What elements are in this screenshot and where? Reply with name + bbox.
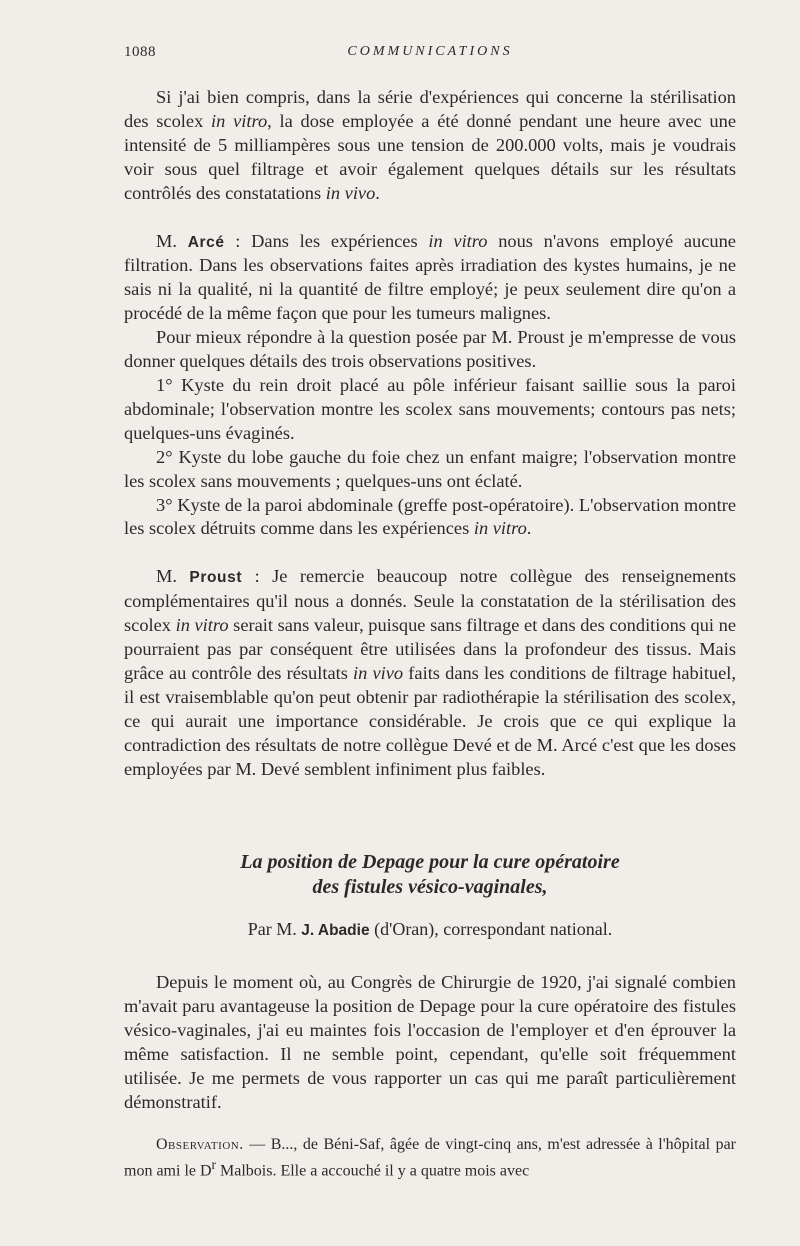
observation-text — [124, 1135, 736, 1181]
paragraph: Pour mieux répondre à la question posée par M. Proust je m'empresse de vous donner quelques détails des trois observations positives. — [124, 327, 736, 372]
paragraph: 2° Kyste du lobe gauche du foie chez un enfant maigre; l'observation montre les scolex sans mouvements ; quelques-uns ont éclaté. — [124, 446, 736, 491]
observation-label: Observation. — [156, 1136, 244, 1153]
section-title: La position de Depage pour la cure opératoire des fistules vésico-vaginales, — [240, 851, 620, 898]
page-number: 1088 — [124, 44, 156, 60]
paragraph: Depuis le moment où, au Congrès de Chirurgie de 1920, j'ai signalé combien m'avait paru avantageuse la position de Depage pour la cure opératoire des fistules vésico-vaginales, j'ai eu maintes fois l'occasion de l'employer et d'en éprouver la même satisfaction. Il ne semble point, cependant, qu'elle soit fréquemment utilisée. Je me permets de vous rapporter un cas qui me paraît particulièrement démonstratif. — [124, 972, 736, 1112]
speaker-name: Arcé — [187, 233, 225, 251]
speaker-name: Proust — [189, 569, 243, 587]
intro-text — [124, 970, 736, 1114]
page-header — [124, 44, 736, 68]
paragraph: 1° Kyste du rein droit placé au pôle inférieur faisant saillie sous la paroi abdominale; l'observation montre les scolex sans mouvements; contours pas nets; quelques-uns évaginés. — [124, 374, 736, 443]
author-name: J. Abadie — [301, 922, 370, 939]
paragraph-arce: M. Arcé : Dans les expériences in vitro nous n'avons employé aucune filtration. Dans les observations faites après irradiation des kystes humains, je ne sais ni la qualité, ni la quantité de filtre employé; je peux seulement dire qu'on a procédé de la même façon que pour les tumeurs malignes. — [124, 230, 736, 324]
paragraph: 3° Kyste de la paroi abdominale (greffe post-opératoire). L'observation montre les scolex détruits comme dans les expériences in vitro. — [124, 494, 736, 539]
paragraph: Observation. — B..., de Béni-Saf, âgée de vingt-cinq ans, m'est adressée à l'hôpital par mon ami le $D^r$ Malbois. Elle a accouché il y a quatre mois avec — [124, 1136, 736, 1180]
running-title: COMMUNICATIONS — [347, 44, 513, 59]
byline: Par M. J. Abadie (d'Oran), correspondant national. — [247, 919, 613, 939]
discussion-text — [124, 86, 736, 781]
paragraph: Si j'ai bien compris, dans la série d'expériences qui concerne la stérilisation des scolex in vitro, la dose employée a été donné pendant une heure avec une intensité de 5 milliampères sous une tension de 200.000 volts, mais je voudrais voir sous quel filtrage et avoir également quelques détails sur les résultats contrôlés des constatations in vivo. — [124, 87, 736, 203]
paragraph-proust: M. Proust : Je remercie beaucoup notre collègue des renseignements complémentaires qu'il nous a donnés. Seule la constatation de la stérilisation des scolex in vitro serait sans valeur, puisque sans filtrage et dans des conditions qui ne pourraient pas par conséquent être utilisées dans la profondeur des tissus. Mais grâce au contrôle des résultats in vivo faits dans les conditions de filtrage habituel, il est vraisemblable qu'on peut obtenir par radiothérapie la stérilisation des scolex, ce qui aurait une importance considérable. Je crois que ce qui explique la contradiction des résultats de notre collègue Devé et de M. Arcé c'est que les doses employées par M. Devé semblent infiniment plus faibles. — [124, 566, 737, 779]
